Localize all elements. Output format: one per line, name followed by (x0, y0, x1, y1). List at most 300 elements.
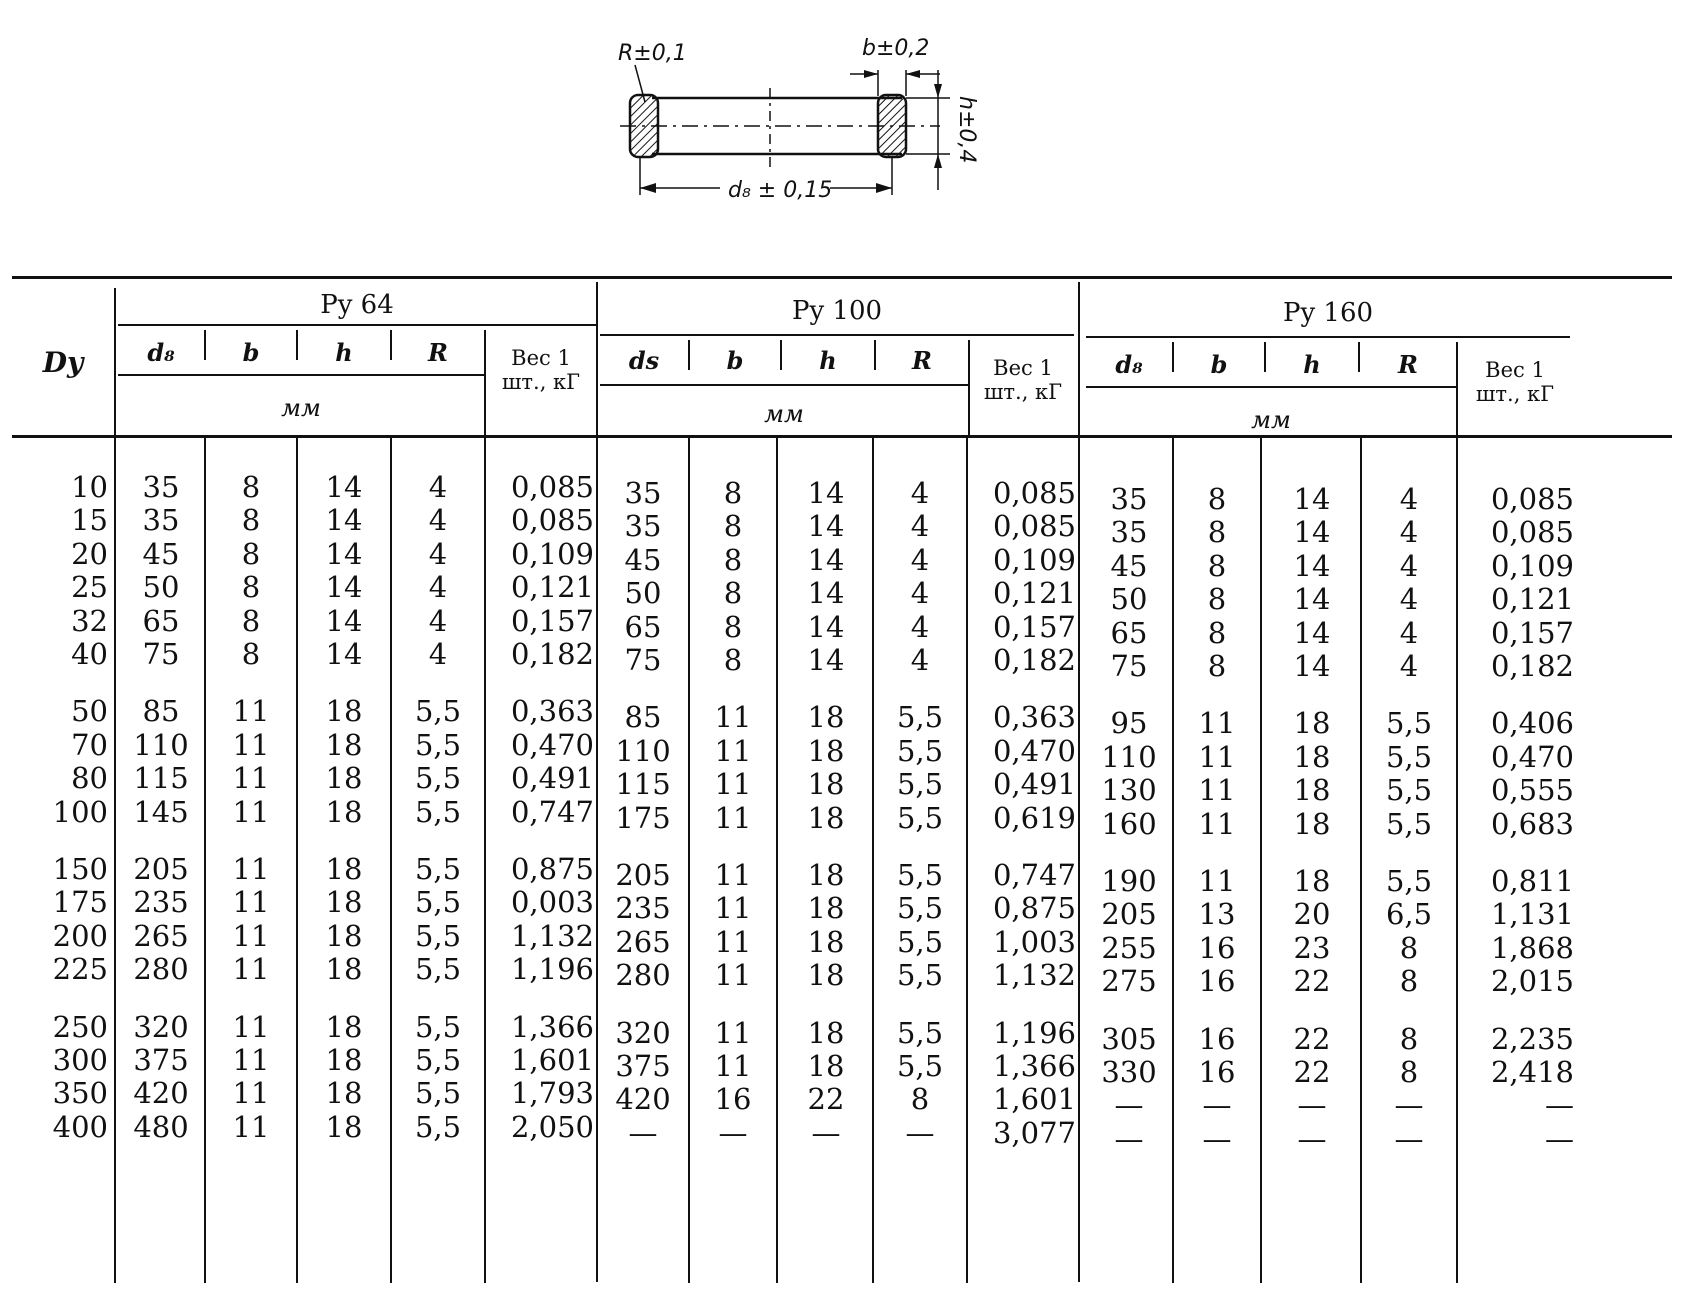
ring-dimensions-table (8, 290, 1678, 1280)
weight-cell: 0,085 (1490, 482, 1574, 516)
h-cell: 18 (325, 885, 363, 920)
weight-cell: 0,406 (1490, 706, 1574, 741)
b-cell: 11 (714, 891, 752, 926)
b-cell: 11 (714, 858, 752, 892)
r-cell: 5,5 (414, 794, 462, 829)
weight-cell: 0,182 (992, 643, 1076, 677)
b-cell: — (1202, 1121, 1232, 1156)
b-cell: 8 (241, 470, 261, 504)
r-cell: 5,5 (896, 767, 944, 802)
group-title-py64: Py 64 (320, 290, 394, 320)
weight-cell: 0,182 (510, 637, 594, 671)
weight-cell: 2,418 (1490, 1055, 1574, 1089)
weight-cell: 0,085 (992, 476, 1076, 510)
weight-cell: 0,121 (1490, 582, 1574, 617)
r-cell: 5,5 (896, 958, 944, 993)
b-cell: 11 (232, 1109, 270, 1144)
h-cell: 14 (807, 542, 845, 577)
col-header-h: h (819, 346, 837, 375)
weight-cell: 0,491 (992, 767, 1076, 802)
h-cell: 18 (325, 1076, 363, 1111)
b-cell: 11 (1198, 806, 1236, 841)
d-cell: 375 (615, 1049, 671, 1083)
b-cell: 13 (1198, 897, 1236, 932)
weight-cell: 0,085 (992, 509, 1076, 544)
col-header-d: d₈ (147, 338, 175, 367)
weight-cell: 0,109 (510, 536, 594, 571)
d-cell: 35 (624, 476, 662, 510)
b-cell: 11 (232, 1076, 270, 1111)
r-cell: 5,5 (414, 1043, 462, 1077)
b-cell: 8 (241, 536, 261, 571)
h-cell: 14 (1293, 515, 1331, 550)
b-cell: 8 (1207, 515, 1227, 550)
b-cell: 11 (1198, 706, 1236, 741)
b-cell: 11 (714, 767, 752, 802)
d-cell: 65 (624, 609, 662, 644)
h-cell: — (1297, 1121, 1327, 1156)
h-cell: 14 (1293, 482, 1331, 516)
d-cell: 275 (1101, 964, 1157, 999)
weight-cell: 1,132 (992, 958, 1076, 993)
weight-cell: 0,619 (992, 800, 1076, 835)
h-cell: 14 (1293, 582, 1331, 617)
weight-cell: 0,683 (1490, 806, 1574, 841)
b-cell: 11 (1198, 739, 1236, 774)
d-cell: 65 (142, 603, 180, 638)
h-cell: 18 (807, 700, 845, 735)
weight-cell: 0,157 (510, 603, 594, 638)
unit-mm: мм (1251, 406, 1291, 434)
b-cell: 8 (723, 476, 743, 510)
d-cell: 420 (615, 1082, 671, 1117)
d-cell: 420 (133, 1076, 189, 1111)
width-label: b±0,2 (862, 36, 930, 61)
h-cell: 18 (807, 858, 845, 892)
r-cell: 5,5 (414, 852, 462, 886)
h-cell: 18 (325, 761, 363, 796)
col-header-b: b (1210, 350, 1228, 379)
b-cell: 11 (714, 733, 752, 768)
weight-cell: — (1545, 1121, 1574, 1156)
h-cell: 18 (807, 733, 845, 768)
d-cell: 85 (624, 700, 662, 735)
b-cell: 8 (1207, 615, 1227, 650)
h-cell: 14 (807, 576, 845, 611)
b-cell: — (718, 1115, 748, 1150)
weight-cell: 2,050 (510, 1109, 594, 1144)
group-title-py100: Py 100 (791, 296, 883, 326)
r-cell: 6,5 (1385, 897, 1433, 932)
r-cell: 5,5 (414, 761, 462, 796)
r-cell: 8 (1399, 964, 1419, 999)
col-header-weight: Вес 1 шт., кГ (983, 356, 1063, 404)
d-cell: 320 (615, 1015, 671, 1050)
d-cell: 280 (615, 958, 671, 993)
h-cell: 18 (325, 918, 363, 953)
r-cell: 5,5 (414, 918, 462, 953)
col-header-d: ds (628, 346, 660, 375)
d-cell: — (628, 1115, 658, 1150)
dy-cell: 50 (71, 694, 108, 729)
b-cell: 16 (714, 1082, 752, 1117)
header-bottom-rule (12, 435, 1672, 438)
r-cell: 5,5 (414, 885, 462, 920)
d-cell: 50 (624, 576, 662, 611)
weight-cell: 0,085 (510, 503, 594, 538)
weight-cell: 1,366 (992, 1049, 1076, 1083)
r-cell: 4 (428, 536, 448, 571)
b-cell: 11 (714, 700, 752, 735)
h-cell: 14 (807, 476, 845, 510)
h-cell: 14 (325, 603, 363, 638)
r-cell: 5,5 (414, 694, 462, 729)
r-cell: 5,5 (1385, 739, 1433, 774)
dy-cell: 400 (52, 1109, 108, 1144)
d-cell: 85 (142, 694, 180, 729)
r-cell: 4 (910, 476, 930, 510)
b-cell: 8 (723, 509, 743, 544)
b-cell: 11 (714, 800, 752, 835)
ring-drawing (618, 30, 1080, 230)
h-cell: 18 (1293, 706, 1331, 741)
dy-cell: 15 (71, 503, 108, 538)
h-cell: 14 (325, 503, 363, 538)
h-cell: 18 (807, 958, 845, 993)
b-cell: 11 (714, 924, 752, 959)
b-cell: 11 (232, 727, 270, 762)
r-cell: 5,5 (414, 1009, 462, 1044)
r-cell: — (905, 1115, 935, 1150)
h-cell: 14 (1293, 548, 1331, 583)
weight-cell: 1,601 (510, 1043, 594, 1077)
d-cell: 45 (142, 536, 180, 571)
weight-cell: 0,470 (1490, 739, 1574, 774)
r-cell: 5,5 (414, 952, 462, 987)
weight-cell: 1,003 (992, 924, 1076, 959)
r-cell: 5,5 (1385, 773, 1433, 808)
weight-cell: 0,121 (510, 570, 594, 605)
col-header-d: d₈ (1115, 350, 1143, 379)
r-cell: 5,5 (896, 1015, 944, 1050)
d-cell: 75 (142, 637, 180, 671)
weight-cell: 0,747 (510, 794, 594, 829)
d-cell: 35 (624, 509, 662, 544)
r-cell: 4 (910, 609, 930, 644)
d-cell: 110 (615, 733, 671, 768)
b-cell: 8 (723, 609, 743, 644)
d-cell: 375 (133, 1043, 189, 1077)
r-cell: 8 (1399, 1021, 1419, 1056)
h-cell: 18 (325, 794, 363, 829)
col-header-r: R (912, 346, 932, 375)
col-header-r: R (1398, 350, 1418, 379)
b-cell: — (1202, 1088, 1232, 1123)
diameter-label: d₈ ± 0,15 (728, 178, 833, 203)
b-cell: 11 (1198, 773, 1236, 808)
dy-cell: 100 (52, 794, 108, 829)
ring-cross-section-diagram (618, 30, 1080, 230)
r-cell: 4 (428, 637, 448, 671)
d-cell: 95 (1110, 706, 1148, 741)
d-cell: 305 (1101, 1021, 1157, 1056)
h-cell: 18 (325, 1009, 363, 1044)
weight-cell: 1,793 (510, 1076, 594, 1111)
h-cell: 14 (325, 570, 363, 605)
b-cell: 11 (232, 761, 270, 796)
h-cell: 22 (807, 1082, 845, 1117)
d-cell: 130 (1101, 773, 1157, 808)
h-cell: 18 (325, 727, 363, 762)
r-cell: 5,5 (1385, 864, 1433, 898)
r-cell: 5,5 (414, 1109, 462, 1144)
r-cell: 4 (1399, 582, 1419, 617)
weight-cell: 0,875 (510, 852, 594, 886)
h-cell: 18 (807, 1049, 845, 1083)
col-header-h: h (1303, 350, 1321, 379)
h-cell: 22 (1293, 1021, 1331, 1056)
weight-cell: 0,555 (1490, 773, 1574, 808)
dy-cell: 32 (71, 603, 108, 638)
weight-cell: 0,157 (992, 609, 1076, 644)
weight-cell: 1,132 (510, 918, 594, 953)
h-cell: 14 (1293, 649, 1331, 683)
h-cell: 18 (1293, 864, 1331, 898)
b-cell: 8 (1207, 548, 1227, 583)
weight-cell: 0,491 (510, 761, 594, 796)
r-cell: 4 (910, 542, 930, 577)
d-cell: 265 (615, 924, 671, 959)
weight-cell: 0,182 (1490, 649, 1574, 683)
h-cell: 14 (325, 470, 363, 504)
h-cell: 18 (807, 800, 845, 835)
dy-cell: 250 (52, 1009, 108, 1044)
weight-cell: 0,875 (992, 891, 1076, 926)
b-cell: 8 (241, 503, 261, 538)
d-cell: 75 (1110, 649, 1148, 683)
d-cell: 235 (615, 891, 671, 926)
d-cell: 320 (133, 1009, 189, 1044)
b-cell: 11 (232, 918, 270, 953)
d-cell: 35 (142, 470, 180, 504)
d-cell: 330 (1101, 1055, 1157, 1089)
r-cell: 4 (910, 576, 930, 611)
d-cell: — (1114, 1121, 1144, 1156)
b-cell: 8 (241, 603, 261, 638)
b-cell: 16 (1198, 1055, 1236, 1089)
d-cell: 235 (133, 885, 189, 920)
r-cell: 5,5 (414, 727, 462, 762)
b-cell: 11 (232, 694, 270, 729)
h-cell: 14 (807, 509, 845, 544)
d-cell: 280 (133, 952, 189, 987)
unit-mm: мм (764, 400, 804, 428)
weight-cell: 0,085 (510, 470, 594, 504)
r-cell: 4 (428, 570, 448, 605)
b-cell: 8 (1207, 649, 1227, 683)
col-header-b: b (242, 338, 260, 367)
r-cell: 5,5 (1385, 806, 1433, 841)
d-cell: 190 (1101, 864, 1157, 898)
weight-cell: 2,015 (1490, 964, 1574, 999)
b-cell: 11 (714, 958, 752, 993)
b-cell: 8 (241, 570, 261, 605)
group-title-py160: Py 160 (1282, 298, 1374, 328)
r-cell: 4 (910, 509, 930, 544)
weight-cell: 0,085 (1490, 515, 1574, 550)
h-cell: 23 (1293, 930, 1331, 965)
b-cell: 11 (232, 794, 270, 829)
d-cell: 205 (133, 852, 189, 886)
dy-cell: 175 (52, 885, 108, 920)
r-cell: 4 (428, 470, 448, 504)
d-cell: 265 (133, 918, 189, 953)
b-cell: 8 (1207, 482, 1227, 516)
b-cell: 8 (241, 637, 261, 671)
d-cell: 35 (1110, 515, 1148, 550)
h-cell: 14 (807, 609, 845, 644)
h-cell: 14 (1293, 615, 1331, 650)
d-cell: 115 (615, 767, 671, 802)
b-cell: 8 (723, 576, 743, 611)
b-cell: 8 (723, 542, 743, 577)
r-cell: — (1394, 1088, 1424, 1123)
r-cell: — (1394, 1121, 1424, 1156)
b-cell: 8 (723, 643, 743, 677)
radius-label: R±0,1 (618, 41, 687, 66)
r-cell: 5,5 (896, 1049, 944, 1083)
weight-cell: 0,003 (510, 885, 594, 920)
weight-cell: 0,109 (992, 542, 1076, 577)
h-cell: 18 (325, 1043, 363, 1077)
b-cell: 11 (232, 1043, 270, 1077)
b-cell: 16 (1198, 930, 1236, 965)
weight-cell: 1,131 (1490, 897, 1574, 932)
r-cell: 4 (910, 643, 930, 677)
b-cell: 11 (1198, 864, 1236, 898)
d-cell: 45 (1110, 548, 1148, 583)
h-cell: — (1297, 1088, 1327, 1123)
b-cell: 11 (232, 1009, 270, 1044)
d-cell: 65 (1110, 615, 1148, 650)
d-cell: 160 (1101, 806, 1157, 841)
table-top-rule (12, 276, 1672, 279)
weight-cell: 3,077 (992, 1115, 1076, 1150)
d-cell: 50 (142, 570, 180, 605)
col-header-weight: Вес 1 шт., кГ (501, 346, 581, 394)
b-cell: 11 (714, 1015, 752, 1050)
d-cell: 255 (1101, 930, 1157, 965)
col-header-h: h (335, 338, 353, 367)
h-cell: 18 (325, 852, 363, 886)
r-cell: 5,5 (1385, 706, 1433, 741)
dy-cell: 25 (71, 570, 108, 605)
d-cell: 115 (133, 761, 189, 796)
dy-cell: 150 (52, 852, 108, 886)
d-cell: 50 (1110, 582, 1148, 617)
d-cell: 110 (1101, 739, 1157, 774)
d-cell: 175 (615, 800, 671, 835)
b-cell: 8 (1207, 582, 1227, 617)
dy-cell: 300 (52, 1043, 108, 1077)
dy-cell: 350 (52, 1076, 108, 1111)
r-cell: 4 (1399, 649, 1419, 683)
h-cell: — (811, 1115, 841, 1150)
r-cell: 8 (1399, 930, 1419, 965)
r-cell: 4 (428, 503, 448, 538)
weight-cell: 1,868 (1490, 930, 1574, 965)
h-cell: 18 (325, 1109, 363, 1144)
r-cell: 5,5 (896, 858, 944, 892)
col-header-r: R (428, 338, 448, 367)
weight-cell: 1,601 (992, 1082, 1076, 1117)
h-cell: 20 (1293, 897, 1331, 932)
d-cell: 35 (1110, 482, 1148, 516)
r-cell: 8 (910, 1082, 930, 1117)
h-cell: 18 (807, 924, 845, 959)
unit-mm: мм (281, 394, 321, 422)
height-label: h±0,4 (954, 96, 979, 164)
weight-cell: — (1545, 1088, 1574, 1123)
d-cell: — (1114, 1088, 1144, 1123)
h-cell: 18 (1293, 739, 1331, 774)
weight-cell: 0,747 (992, 858, 1076, 892)
b-cell: 16 (1198, 964, 1236, 999)
b-cell: 16 (1198, 1021, 1236, 1056)
h-cell: 18 (325, 694, 363, 729)
weight-cell: 0,811 (1490, 864, 1574, 898)
weight-cell: 1,366 (510, 1009, 594, 1044)
row-header-dy: Dy (42, 346, 84, 379)
h-cell: 14 (325, 536, 363, 571)
h-cell: 22 (1293, 1055, 1331, 1089)
r-cell: 4 (1399, 515, 1419, 550)
h-cell: 18 (1293, 773, 1331, 808)
dy-cell: 70 (71, 727, 108, 762)
weight-cell: 0,363 (510, 694, 594, 729)
dy-cell: 40 (71, 637, 108, 671)
dy-cell: 200 (52, 918, 108, 953)
h-cell: 18 (807, 891, 845, 926)
dy-cell: 80 (71, 761, 108, 796)
col-header-weight: Вес 1 шт., кГ (1475, 358, 1555, 406)
r-cell: 5,5 (896, 800, 944, 835)
b-cell: 11 (232, 852, 270, 886)
r-cell: 4 (1399, 482, 1419, 516)
weight-cell: 1,196 (992, 1015, 1076, 1050)
h-cell: 18 (1293, 806, 1331, 841)
r-cell: 4 (428, 603, 448, 638)
r-cell: 8 (1399, 1055, 1419, 1089)
d-cell: 75 (624, 643, 662, 677)
weight-cell: 1,196 (510, 952, 594, 987)
h-cell: 18 (807, 1015, 845, 1050)
weight-cell: 0,470 (992, 733, 1076, 768)
dy-cell: 225 (52, 952, 108, 987)
b-cell: 11 (232, 885, 270, 920)
r-cell: 4 (1399, 615, 1419, 650)
d-cell: 35 (142, 503, 180, 538)
b-cell: 11 (232, 952, 270, 987)
weight-cell: 0,470 (510, 727, 594, 762)
h-cell: 22 (1293, 964, 1331, 999)
weight-cell: 2,235 (1490, 1021, 1574, 1056)
d-cell: 480 (133, 1109, 189, 1144)
weight-cell: 0,121 (992, 576, 1076, 611)
col-header-b: b (726, 346, 744, 375)
r-cell: 5,5 (896, 891, 944, 926)
h-cell: 18 (807, 767, 845, 802)
